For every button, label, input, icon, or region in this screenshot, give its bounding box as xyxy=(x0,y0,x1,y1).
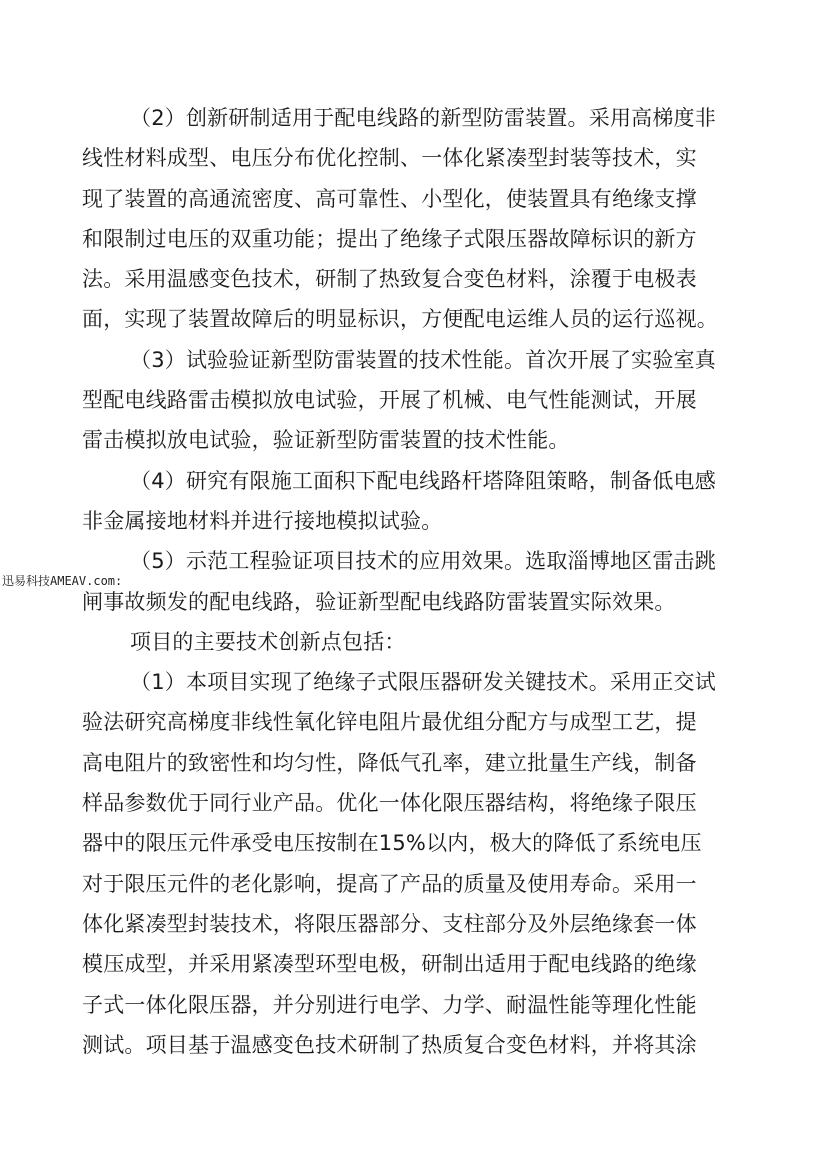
text-line: 法。采用温感变色技术，研制了热致复合变色材料，涂覆于电极表 xyxy=(82,267,697,292)
text-line: （2）创新研制适用于配电线路的新型防雷装置。采用高梯度非 xyxy=(130,106,716,130)
text-line: 子式一体化限压器，并分别进行电学、力学、耐温性能等理化性能 xyxy=(82,992,697,1017)
text-line: 和限制过电压的双重功能；提出了绝缘子式限压器故障标识的新方 xyxy=(82,226,697,251)
text-line: （5）示范工程验证项目技术的应用效果。选取淄博地区雷击跳 xyxy=(130,549,716,574)
text-line: （3）试验验证新型防雷装置的技术性能。首次开展了实验室真 xyxy=(130,347,716,372)
text-line: 线性材料成型、电压分布优化控制、一体化紧凑型封装等技术，实 xyxy=(82,146,697,171)
text-line: 器中的限压元件承受电压按制在15%以内，极大的降低了系统电压 xyxy=(82,831,702,856)
text-line: 测试。项目基于温感变色技术研制了热质复合变色材料，并将其涂 xyxy=(82,1032,697,1057)
text-line: 型配电线路雷击模拟放电试验，开展了机械、电气性能测试，开展 xyxy=(82,388,697,413)
text-line: （1）本项目实现了绝缘子式限压器研发关键技术。采用正交试 xyxy=(130,670,716,695)
text-line: 面，实现了装置故障后的明显标识，方便配电运维人员的运行巡视。 xyxy=(82,307,718,332)
text-line: 项目的主要技术创新点包括： xyxy=(130,629,406,654)
text-line: 验法研究高梯度非线性氧化锌电阻片最优组分配方与成型工艺，提 xyxy=(82,710,697,735)
text-line: 非金属接地材料并进行接地模拟试验。 xyxy=(82,508,443,533)
text-line: 样品参数优于同行业产品。优化一体化限压器结构，将绝缘子限压 xyxy=(82,791,697,816)
text-line: 雷击模拟放电试验，验证新型防雷装置的技术性能。 xyxy=(82,428,570,453)
text-line: （4）研究有限施工面积下配电线路杆塔降阻策略，制备低电感 xyxy=(130,468,716,493)
text-line: 模压成型，并采用紧凑型环型电极，研制出适用于配电线路的绝缘 xyxy=(82,952,697,977)
text-line: 高电阻片的致密性和均匀性，降低气孔率，建立批量生产线，制备 xyxy=(82,750,697,775)
text-line: 对于限压元件的老化影响，提高了产品的质量及使用寿命。采用一 xyxy=(82,871,697,896)
watermark-text: 迅易科技AMEAV.com: xyxy=(2,574,123,588)
text-line: 现了装置的高通流密度、高可靠性、小型化，使装置具有绝缘支撑 xyxy=(82,186,697,211)
body-text xyxy=(82,98,742,1065)
text-line: 闸事故频发的配电线路，验证新型配电线路防雷装置实际效果。 xyxy=(82,589,676,614)
text-line: 体化紧凑型封装技术，将限压器部分、支柱部分及外层绝缘套一体 xyxy=(82,911,697,936)
